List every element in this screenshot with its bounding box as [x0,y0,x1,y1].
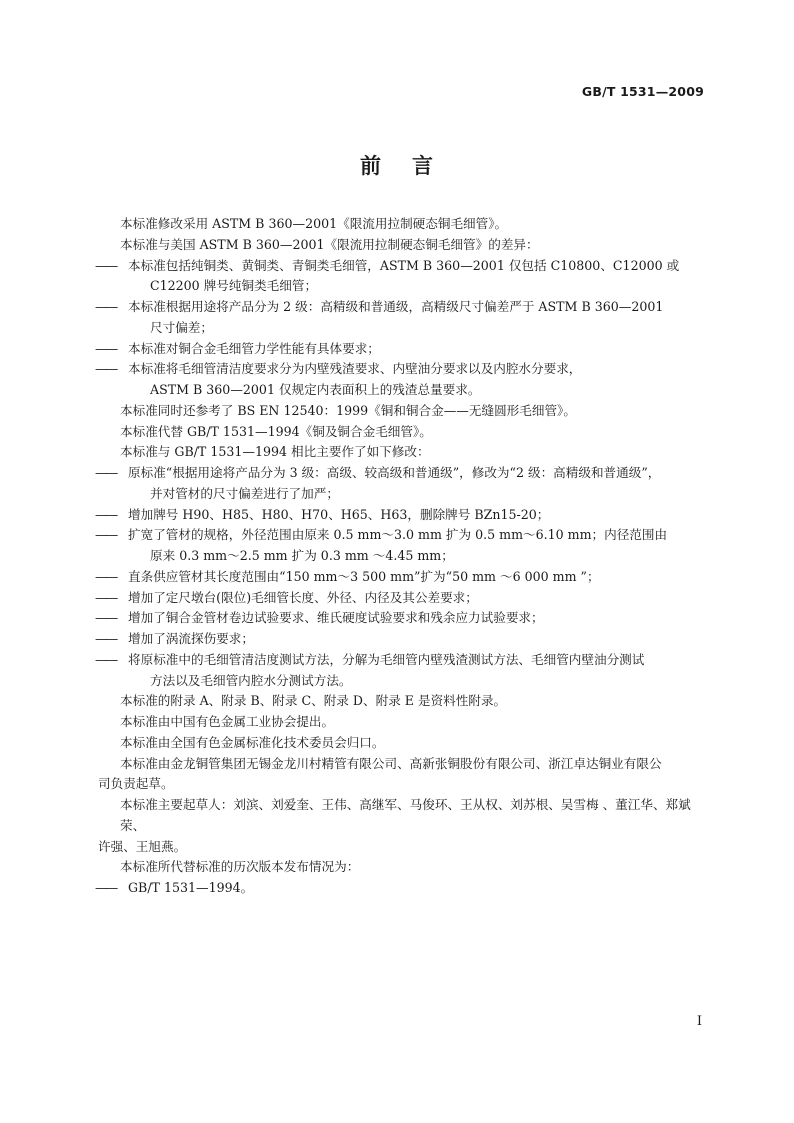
dash-marker: —— [95,340,117,356]
paragraph: 本标准的附录 A、附录 B、附录 C、附录 D、附录 E 是资料性附录。 [120,693,507,709]
dash-marker: —— [95,651,117,667]
dash-marker: —— [95,506,117,522]
dash-marker: —— [95,257,117,273]
dash-marker: —— [95,880,117,895]
paragraph: 本标准由金龙铜管集团无锡金龙川村精管有限公司、高新张铜股份有限公司、浙江卓达铜业有限公 [120,755,662,771]
paragraph: 本标准修改采用 ASTM B 360—2001《限流用拉制硬态铜毛细管》。 [120,216,508,231]
foreword-body [95,214,707,899]
dash-item [95,297,707,318]
item-text: 本标准包括纯铜类、黄铜类、青铜类毛细管，ASTM B 360—2001 仅包括 C10800、C12000 或 [128,257,680,273]
paragraph: 本标准代替 GB/T 1531—1994《铜及铜合金毛细管》。 [120,423,432,439]
dash-item [95,878,707,899]
item-text: 扩宽了管材的规格，外径范围由原来 0.5 mm～3.0 mm 扩为 0.5 mm～6.10 mm；内径范围由 [128,527,668,543]
dash-item-continuation [117,380,707,401]
dash-item [95,588,707,609]
dash-marker: —— [95,465,117,480]
item-text: 将原标准中的毛细管清洁度测试方法，分解为毛细管内壁残渣测试方法、毛细管内壁油分测试 [128,651,645,667]
dash-marker: —— [95,568,117,584]
item-text: C12200 牌号纯铜类毛细管； [150,278,318,294]
paragraph: 本标准由中国有色金属工业协会提出。 [120,714,335,729]
item-text: 原来 0.3 mm～2.5 mm 扩为 0.3 mm ～4.45 mm； [150,548,454,563]
dash-item [95,608,707,629]
standard-code: GB/T 1531—2009 [581,84,704,99]
item-text: 本标准对铜合金毛细管力学性能有具体要求； [128,340,380,356]
dash-marker: —— [95,527,117,543]
dash-item [95,505,707,526]
page-number: I [696,1014,702,1029]
dash-item-continuation [117,546,707,567]
item-text: 本标准根据用途将产品分为 2 级：高精级和普通级，高精级尺寸偏差严于 ASTM B 360—2001 [128,299,664,314]
dash-marker: —— [95,299,117,314]
page-title [0,150,794,180]
dash-marker: —— [95,589,117,605]
item-text: GB/T 1531—1994。 [128,880,254,895]
item-text: 增加了定尺墩台(限位)毛细管长度、外径、内径及其公差要求； [128,589,478,605]
item-text: ASTM B 360—2001 仅规定内表面积上的残渣总量要求。 [150,382,481,397]
dash-item [95,525,707,546]
paragraph: 本标准所代替标准的历次版本发布情况为： [120,859,360,875]
paragraph: 本标准主要起草人：刘滨、刘爱奎、王伟、高继军、马俊环、王从权、刘苏根、吴雪梅 、董江华、郑斌荣、 [120,797,691,833]
dash-item [95,256,707,277]
item-text: 原标准“根据用途将产品分为 3 级：高级、较高级和普通级”，修改为“2 级：高精级和普通级”， [128,465,661,480]
paragraph-continuation: 许强、王旭燕。 [98,838,187,854]
item-text: 直条供应管材其长度范围由“150 mm～3 500 mm”扩为“50 mm ～6 000 mm ”； [128,568,600,584]
dash-item [95,629,707,650]
dash-marker: —— [95,631,117,646]
dash-item-continuation [117,276,707,297]
item-text: 并对管材的尺寸偏差进行了加严； [150,485,339,501]
dash-item [95,339,707,360]
item-text: 增加了涡流探伤要求； [128,631,254,646]
dash-item [95,359,707,380]
item-text: 增加牌号 H90、H85、H80、H70、H65、H63，删除牌号 BZn15-20； [128,506,550,522]
paragraph: 本标准同时还参考了 BS EN 12540：1999《铜和铜合金——无缝圆形毛细管》。 [120,402,576,418]
dash-marker: —— [95,361,117,377]
title-char-2: 言 [412,154,434,178]
dash-marker: —— [95,610,117,626]
dash-item-continuation [117,671,707,692]
paragraph-continuation: 司负责起草。 [98,776,174,792]
title-char-1: 前 [360,154,382,178]
item-text: 本标准将毛细管清洁度要求分为内壁残渣要求、内壁油分要求以及内腔水分要求， [128,361,582,377]
dash-item-continuation [117,484,707,505]
dash-item [95,567,707,588]
paragraph: 本标准由全国有色金属标准化技术委员会归口。 [120,734,385,750]
item-text: 尺寸偏差； [150,319,213,335]
item-text: 增加了铜合金管材卷边试验要求、维氏硬度试验要求和残余应力试验要求； [128,610,544,626]
dash-item [95,650,707,671]
paragraph: 本标准与美国 ASTM B 360—2001《限流用拉制硬态铜毛细管》的差异： [120,236,539,252]
item-text: 方法以及毛细管内腔水分测试方法。 [150,672,352,688]
dash-item [95,463,707,484]
dash-item-continuation [117,318,707,339]
paragraph: 本标准与 GB/T 1531—1994 相比主要作了如下修改： [120,444,430,460]
